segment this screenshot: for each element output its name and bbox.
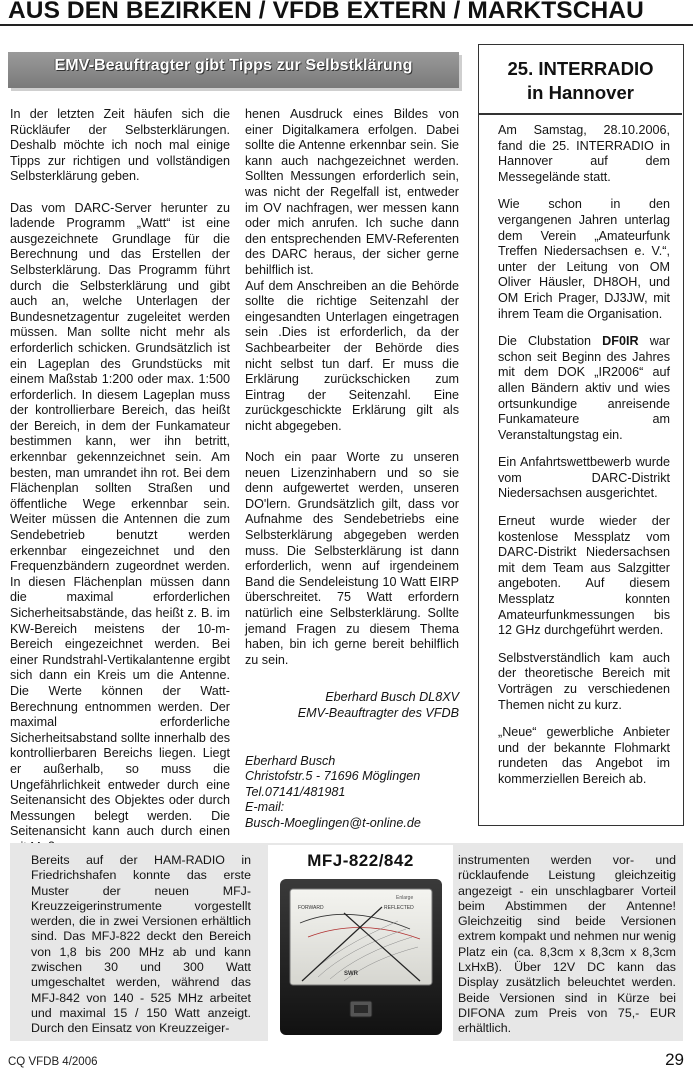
swr-meter-photo [278, 877, 444, 1037]
meter-brand: Enlarge [396, 895, 414, 901]
promo-text-right: instrumenten werden vor- und rücklaufende Leistung gleichzeitig angezeigt - ein unschlagbarer Vorteil beim Abstimmen der Antenne! Gleichzeitig sind beide Versionen extrem kompakt und nehmen nur wenig Platz ein (ca. 8,3cm x 8,3cm x 8,3cm LxHxB). Über 12V DC kann das Display zusätzlich beleuchtet werden. Beide Versionen sind in Kürze bei DIFONA zum Preis von 75,- EUR erhältlich. [458, 853, 676, 1036]
promo-text-left: Bereits auf der HAM-RADIO in Friedrichshafen konnte das erste Muster der neuen MFJ-Kreuzzeigerinstrumente vorgestellt werden, die in zwei Versionen erhältlich sind. Das MFJ-822 deckt den Bereich von 1,8 bis 200 MHz ab und kann zwischen 30 und 300 Watt umgeschaltet werden, während das MFJ-842 von 140 - 525 MHz arbeitet und maximal 15 / 150 Watt anzeigt. Durch den Einsatz von Kreuzzeiger- [31, 853, 251, 1036]
contact-address: Christofstr.5 - 71696 Möglingen [245, 769, 421, 784]
signature-block [245, 690, 459, 721]
mfj-promo-box [10, 843, 683, 1041]
signature-name: Eberhard Busch DL8XV [325, 690, 459, 705]
page-header [0, 0, 693, 26]
meter-swr-label: SWR [344, 971, 358, 977]
sidebar-title-line-1: 25. INTERRADIO [507, 58, 654, 79]
sidebar-paragraph-clubstation [498, 334, 670, 443]
header-rule [0, 24, 693, 26]
meter-face [290, 889, 432, 985]
contact-email-label: E-mail: [245, 800, 285, 815]
sidebar-paragraph: „Neue“ gewerbliche Anbieter und der bekannte Flohmarkt rundeten das Angebot im kommerziellen Bereich ab. [498, 725, 670, 786]
article-title-bar [8, 52, 459, 88]
article-paragraph: Noch ein paar Worte zu unseren neuen Lizenzinhabern und so sie denn aufgewertet werden, unseren DO'lern. Grundsätzlich gilt, dass vor Aufnahme des Sendebetriebs eine Selbsterklärung abgegeben werden muss. Die Selbsterklärung ist dann erforderlich, wenn auf irgendeinem Band die Sendeleistung 10 Watt EIRP überschreitet. 75 Watt erfordern natürlich eine Selbsterklärung. Sollte jemand Fragen zu diesem Thema haben, bin ich gerne bereit behilflich zu sein. [245, 450, 459, 667]
sidebar-body [498, 123, 670, 800]
clubstation-after: war schon seit Beginn des Jahres mit dem DOK „IR2006“ auf allen Bändern aktiv und wies ortsunkundige anreisende Funkamateure am Veranstaltungstag ein. [498, 334, 670, 442]
interradio-sidebar [478, 44, 684, 826]
contact-email[interactable]: Busch-Moeglingen@t-online.de [245, 815, 421, 830]
article-paragraph: henen Ausdruck eines Bildes von einer Digitalkamera erfolgen. Dabei sollte die Antenne erkennbar sein. Sie kann auch nachgezeichnet werden. Sollten Messungen erforderlich sein, was nicht der Regelfall ist, entweder im OV nachfragen, wer messen kann oder mich anrufen. Ich suche dann den entsprechenden EMV-Referenten des DARC heraus, der sicher gerne behilflich ist. [245, 107, 459, 277]
callsign: DF0IR [602, 334, 639, 349]
article-paragraph: Das vom DARC-Server herunter zu ladende Programm „Watt“ ist eine ausgezeichnete Grundlage für die Berechnung und das Erstellen der Selbsterklärung. Das Programm führt durch die Selbsterklärung und gibt auch an, welche Unterlagen der Bundesnetzagentur zugeleitet werden müssen. Man sollte nicht mehr als erforderlich schicken. Grundsätzlich ist ein Lageplan des Grundstücks mit einem Maßstab 1:200 oder max. 1:500 erforderlich. In diesem Lageplan muss der kontrollierbare Bereich, das heißt der Bereich, in dem der Funkamateur bestimmen kann, wer ihn betritt, erkennbar gekennzeichnet sein. Am besten, man umrandet ihn rot. Bei dem Flächenplan sollten Straßen und öffentliche Wege erkennbar sein. Weiter müssen die Antennen die zum Sendebetrieb benutzt werden erkennbar eingezeichnet und den Frequenzbändern zugeordnet werden. In diesen Flächenplan müssen dann die maximal erforderlichen Sicherheitsabstände, das heißt z. B. im KW-Bereich meistens der 10-m-Bereich eingezeichnet werden. Bei einer Rundstrahl-Vertikalantenne ergibt sich dann ein Kreis um die Antenne. Die Werte können der Watt-Berechnung entnommen werden. Der maximal erforderliche Sicherheitsabstand sollte innerhalb des kontrollierbaren Bereichs liegen. Liegt er außerhalb, so muss die Ungefährlichkeit entweder durch eine Seitenansicht des Objektes oder durch Messungen belegt werden. Die Seitenansicht kann auch durch einen [10, 200, 230, 839]
clubstation-before: Die Clubstation [498, 334, 603, 349]
article-title: EMV-Beauftragter gibt Tipps zur Selbstklärung [54, 57, 413, 74]
sidebar-paragraph: Ein Anfahrtswettbewerb wurde vom DARC-Distrikt Niedersachsen ausgerichtet. [498, 455, 670, 501]
contact-block [245, 754, 459, 832]
signature-role: EMV-Beauftragter des VFDB [297, 705, 459, 720]
meter-forward-label: FORWARD [298, 905, 324, 911]
page-number: 29 [665, 1050, 684, 1069]
promo-image-panel [268, 845, 453, 1041]
sidebar-paragraph: Wie schon in den vergangenen Jahren unterlag dem Verein „Amateurfunk Treffen Niedersachsen e. V.“, unter der Leitung von OM Oliver Häusler, DH8OH, und OM Erich Prager, DJ3JW, mit ihrem Team die Organisation. [498, 197, 670, 321]
section-title: AUS DEN BEZIRKEN / VFDB EXTERN / MARKTSCHAU [8, 0, 644, 24]
article-paragraph: Auf dem Anschreiben an die Behörde sollte die richtige Seitenzahl der eingesandten Unterlagen eingetragen sein .Dies ist erforderlich, da der Sachbearbeiter der Behörde dies nicht selbst tun darf. Er muss die Erklärung zurückschicken zum Eintrag der Seitenzahl. Eine zurückgeschickte Erklärung gilt als nicht abgegeben. [245, 278, 459, 433]
sidebar-paragraph: Selbstverständlich kam auch der theoretische Bereich mit Vorträgen zu verschiedenen Themen nicht zu kurz. [498, 650, 670, 712]
article-column-2 [245, 107, 459, 832]
sidebar-paragraph: Erneut wurde wieder der kostenlose Messplatz vom DARC-Distrikt Niedersachsen mit dem Team aus Salzgitter angeboten. Auf diesem Messplatz konnten Amateurfunkmessungen bis 12 GHz durchgeführt werden. [498, 514, 670, 638]
promo-title: MFJ-822/842 [307, 851, 414, 870]
sidebar-title [479, 57, 682, 105]
contact-phone: Tel.07141/481981 [245, 784, 346, 799]
sidebar-rule [479, 113, 682, 115]
article-paragraph: In der letzten Zeit häufen sich die Rückläufer der Selbsterklärungen. Deshalb möchte ich noch mal einige Tipps zur richtigen und vollständigen Selbsterklärung geben. [10, 107, 230, 184]
meter-reflected-label: REFLECTED [384, 905, 414, 911]
contact-name: Eberhard Busch [245, 753, 336, 768]
article-column-1 [10, 107, 230, 871]
sidebar-title-line-2: in Hannover [527, 82, 634, 103]
sidebar-paragraph: Am Samstag, 28.10.2006, fand die 25. INTERRADIO in Hannover auf dem Messegelände statt. [498, 123, 670, 184]
footer-issue: CQ VFDB 4/2006 [8, 1056, 98, 1068]
